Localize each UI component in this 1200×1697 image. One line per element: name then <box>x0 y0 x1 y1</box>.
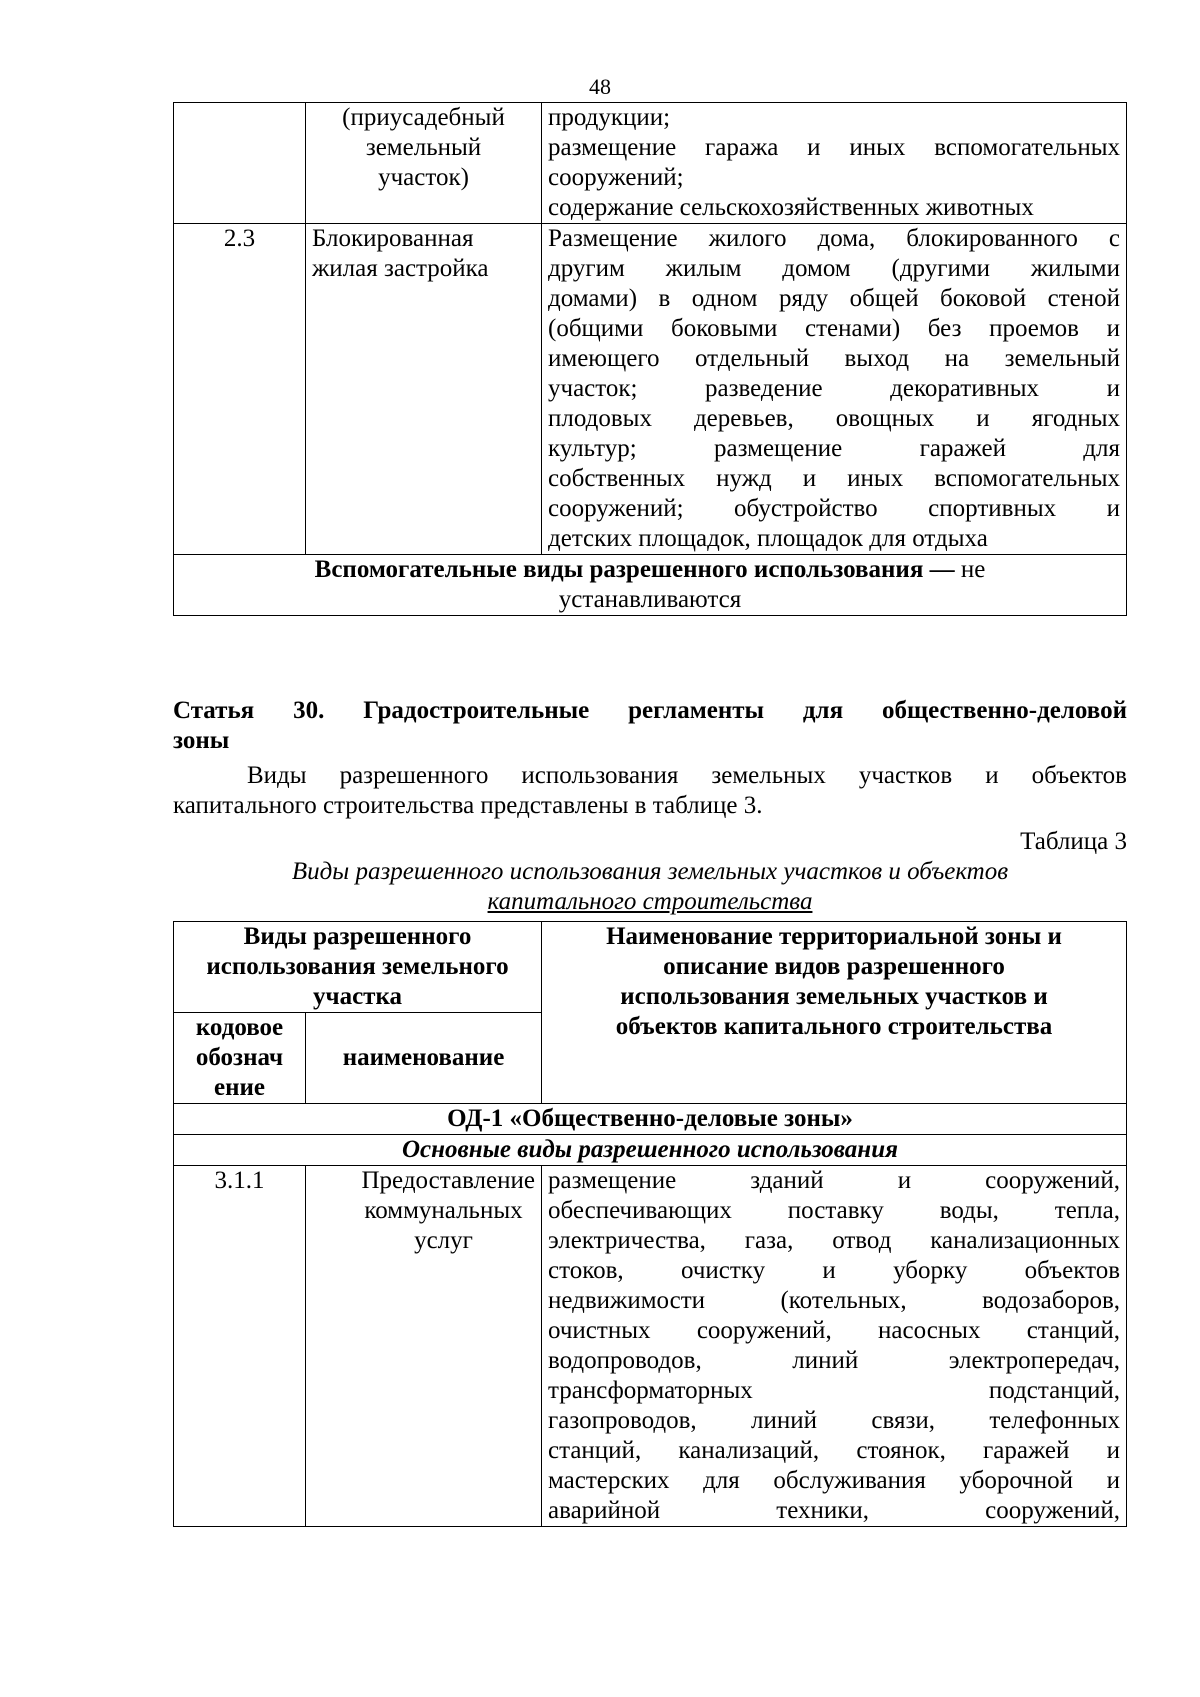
desc-line: продукции; <box>548 104 671 131</box>
desc-line: детских площадок, площадок для отдыха <box>548 525 988 552</box>
desc-line: обеспечивающих поставку воды, тепла, <box>548 1197 1120 1224</box>
header-line: участка <box>312 983 402 1010</box>
code-cell: 2.3 <box>174 224 306 555</box>
desc-line: собственных нужд и иных вспомогательных <box>548 465 1120 492</box>
table-row <box>174 103 1127 224</box>
auxiliary-uses-text-2: устанавливаются <box>558 586 742 613</box>
desc-line: другим жилым домом (другими жилыми <box>548 255 1120 282</box>
desc-line: сооружений; <box>548 164 684 191</box>
header-line: использования земельных участков и <box>620 983 1048 1010</box>
desc-line: мастерских для обслуживания уборочной и <box>548 1467 1120 1494</box>
desc-line: электричества, газа, отвод канализационных <box>548 1227 1120 1254</box>
desc-line: содержание сельскохозяйственных животных <box>548 194 1034 221</box>
desc-line: размещение гаража и иных вспомогательных <box>548 134 1120 161</box>
name-line: (приусадебный <box>342 104 505 131</box>
header-permitted-use <box>174 922 542 1013</box>
name-line: земельный <box>365 134 482 161</box>
desc-line: аварийной техники, сооружений, <box>548 1497 1120 1524</box>
name-line: Блокированная <box>312 225 474 252</box>
table-3 <box>173 921 1127 1527</box>
desc-line: культур; размещение гаражей для <box>548 435 1120 462</box>
desc-line: стоков, очистку и уборку объектов <box>548 1257 1120 1284</box>
desc-line: Размещение жилого дома, блокированного с <box>548 225 1120 252</box>
header-name: наименование <box>306 1013 542 1104</box>
desc-line: водопроводов, линий электропередач, <box>548 1347 1120 1374</box>
zone-row <box>174 1104 1127 1135</box>
header-code <box>174 1013 306 1104</box>
code-cell <box>174 103 306 224</box>
header-zone-description <box>542 922 1127 1104</box>
table-label: Таблица 3 <box>1020 828 1127 855</box>
desc-line: (общими боковыми стенами) без проемов и <box>548 315 1120 342</box>
header-line: кодовое <box>195 1014 284 1041</box>
desc-line: участок; разведение декоративных и <box>548 375 1120 402</box>
header-line: использования земельного <box>206 953 509 980</box>
name-cell <box>306 103 542 224</box>
header-line: объектов капитального строительства <box>615 1013 1053 1040</box>
table-header-row <box>174 922 1127 1013</box>
name-line: участок) <box>378 164 469 191</box>
header-line: обознач <box>195 1044 284 1071</box>
auxiliary-uses-title: Вспомогательные виды разрешенного использования — <box>314 556 955 583</box>
name-line: жилая застройка <box>312 255 489 282</box>
section-row <box>174 1135 1127 1166</box>
intro-line: капитального строительства представлены в таблице 3. <box>173 792 763 819</box>
desc-line: станций, канализаций, стоянок, гаражей и <box>548 1437 1120 1464</box>
name-cell <box>306 224 542 555</box>
desc-line: сооружений; обустройство спортивных и <box>548 495 1120 522</box>
desc-line: трансформаторных подстанций, <box>548 1377 1120 1404</box>
page-number: 48 <box>589 74 611 99</box>
header-line: описание видов разрешенного <box>663 953 1005 980</box>
table-row <box>174 1166 1127 1527</box>
table-row <box>174 224 1127 555</box>
desc-line: недвижимости (котельных, водозаборов, <box>548 1287 1120 1314</box>
table-row <box>174 555 1127 616</box>
name-line: услуг <box>414 1227 473 1254</box>
table-caption <box>173 857 1127 917</box>
intro-line: Виды разрешенного использования земельных участков и объектов <box>247 762 1127 789</box>
name-line: коммунальных <box>364 1197 523 1224</box>
description-cell <box>542 224 1127 555</box>
zoning-table-continued <box>173 102 1127 616</box>
description-cell <box>542 1166 1127 1527</box>
header-line: ение <box>213 1074 265 1101</box>
table-caption-line: капитального строительства <box>487 888 813 915</box>
desc-line: размещение зданий и сооружений, <box>548 1167 1120 1194</box>
auxiliary-uses-text: не <box>954 556 986 583</box>
auxiliary-uses-cell <box>174 555 1127 616</box>
name-cell <box>306 1166 542 1527</box>
header-line: Наименование территориальной зоны и <box>606 923 1062 950</box>
article-heading <box>173 696 1127 756</box>
desc-line: плодовых деревьев, овощных и ягодных <box>548 405 1120 432</box>
name-line: Предоставление <box>361 1167 535 1194</box>
section-title: Основные виды разрешенного использования <box>174 1135 1127 1166</box>
code-cell: 3.1.1 <box>174 1166 306 1527</box>
desc-line: очистных сооружений, насосных станций, <box>548 1317 1120 1344</box>
table-caption-line: Виды разрешенного использования земельных участков и объектов <box>291 858 1009 885</box>
desc-line: имеющего отдельный выход на земельный <box>548 345 1120 372</box>
intro-paragraph <box>173 761 1127 821</box>
article-heading-line: Статья 30. Градостроительные регламенты для общественно-деловой <box>173 697 1127 724</box>
zone-title: ОД-1 «Общественно-деловые зоны» <box>174 1104 1127 1135</box>
desc-line: домами) в одном ряду общей боковой стеной <box>548 285 1120 312</box>
description-cell <box>542 103 1127 224</box>
header-line: Виды разрешенного <box>243 923 472 950</box>
article-heading-line: зоны <box>173 727 230 754</box>
desc-line: газопроводов, линий связи, телефонных <box>548 1407 1120 1434</box>
